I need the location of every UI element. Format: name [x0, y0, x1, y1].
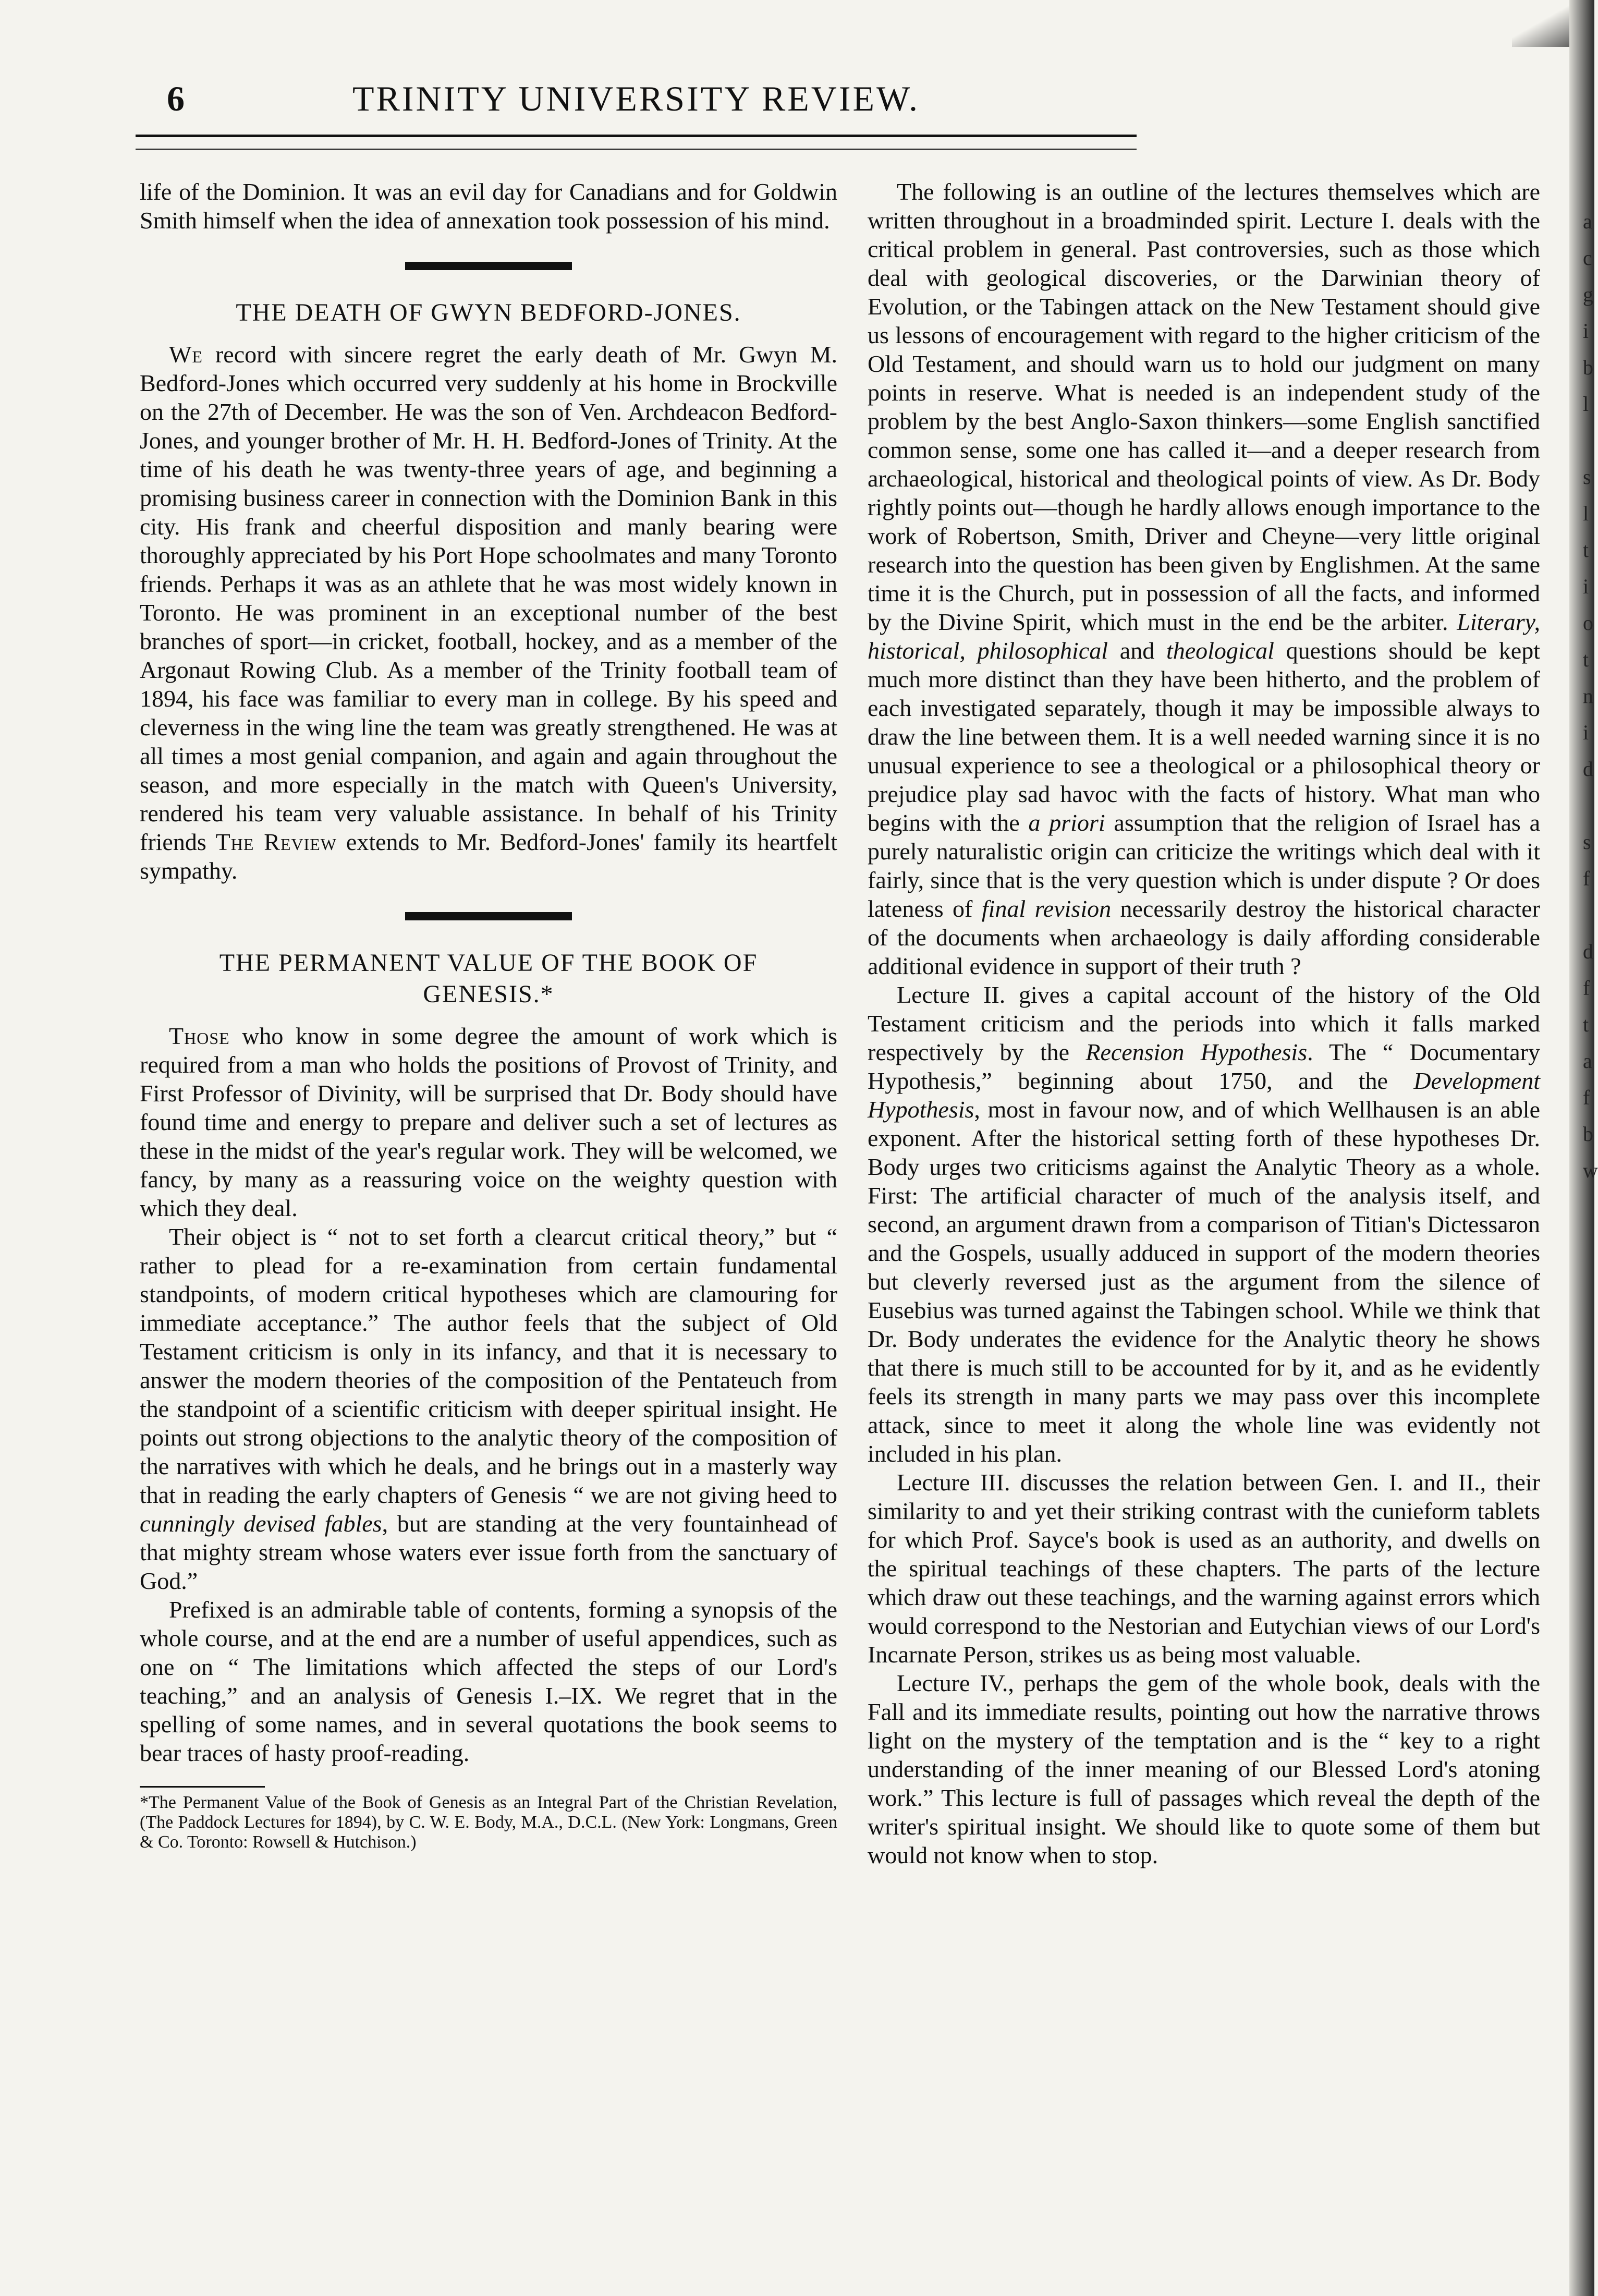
footnote: *The Permanent Value of the Book of Genesis as an Integral Part of the Christian Revelation, (The Paddock Lectures for 1894), by C. W. E. Body, M.A., D.C.L. (New York: Longmans, Green & Co. Toronto: Rowsell & Hutchison.) [140, 1793, 837, 1852]
italic-recension: Recension Hypothesis [1085, 1039, 1308, 1065]
lecture-4-paragraph: Lecture IV., perhaps the gem of the whole book, deals with the Fall and its immediate results, pointing out how the narrative throws light on the mystery of the temptation and is the “ key to a right understanding of the inner meaning of our Blessed Lord's atoning work.” This lecture is full of passages which reveal the depth of the writer's spiritual insight. We should like to quote some of them but would not know when to stop. [868, 1670, 1540, 1868]
margin-letter: g [1583, 283, 1593, 306]
margin-letter: s [1583, 830, 1591, 854]
margin-letter: f [1583, 1086, 1590, 1109]
genesis-paragraph-2 [140, 1222, 837, 1595]
genesis-para-2-text: Their object is “ not to set forth a clearcut critical theory,” but “ rather to plead for a re-examination from certain fundamental standpoints, of modern critical hypotheses which are clamouring for immediate acceptance.” The author feels that the subject of Old Testament criticism is only in its infancy, and that it is necessary to answer the modern theories of the composition of the Pentateuch from the standpoint of a scientific criticism with deeper spiritual insight. He points out strong objections to the analytic theory of the composition of the narratives with which he deals, and he brings out in a masterly way that in reading the early chapters of Genesis “ we are not giving heed to [140, 1223, 837, 1508]
death-lead-word: We [169, 341, 203, 368]
margin-letter: a [1583, 1049, 1592, 1073]
italic-development: Development Hypothesis [868, 1067, 1540, 1123]
genesis-article-heading [140, 947, 837, 1010]
margin-letter: l [1583, 502, 1589, 525]
genesis-lead-word: Those [169, 1023, 230, 1049]
margin-letter: t [1583, 648, 1589, 671]
genesis-para-2-italic: cunningly devised fables [140, 1510, 382, 1537]
right-column [868, 177, 1540, 1869]
margin-letter: a [1583, 210, 1592, 233]
margin-letter [1583, 422, 1593, 459]
page-number: 6 [167, 79, 185, 118]
running-title: TRINITY UNIVERSITY REVIEW. [352, 79, 920, 118]
italic-final-revision: final revision [981, 895, 1112, 922]
section-divider [405, 912, 572, 920]
left-column [140, 177, 837, 1852]
header-rule [136, 135, 1137, 150]
lecture-2-text-c: , most in favour now, and of which Wellhausen is an able exponent. After the historical setting forth of these hypotheses Dr. Body urges two criticisms against the Analytic Theory as a whole. First: The artificial character of much of the analysis itself, and second, an argument drawn from a comparison of Titian's Dictessaron and the Gospels, usually adduced in support of the modern theories but cleverly reversed just as the argument from the silence of Eusebius was turned against the Tabingen school. While we think that Dr. Body underates the evidence for the Analytic theory he shows that there is much still to be accounted for by it, and as he evidently feels its strength in many parts we may pass over this incomplete attack, since to meet it along the whole line was evidently not included in his plan. [868, 1096, 1540, 1467]
italic-theological: theological [1166, 637, 1274, 664]
margin-letter: b [1583, 1122, 1593, 1146]
italic-literary: Literary, historical, philosophical [868, 609, 1540, 664]
margin-letter: f [1583, 867, 1590, 890]
margin-letter [1583, 787, 1593, 824]
death-body-1: record with sincere regret the early death of Mr. Gwyn M. Bedford-Jones which occurred very suddenly at his home in Brockville on the 27th of December. He was the son of Ven. Archdeacon Bedford-Jones, and younger brother of Mr. H. H. Bedford-Jones of Trinity. At the time of his death he was twenty-three years of age, and beginning a promising business career in connection with the Dominion Bank in this city. His frank and cheerful disposition and manly bearing were thoroughly appreciated by his Port Hope schoolmates and many Toronto friends. Perhaps it was as an athlete that he was most widely known in Toronto. He was prominent in an exceptional number of the best branches of sport—in cricket, football, hockey, and as a member of the Argonaut Rowing Club. As a member of the Trinity football team of 1894, his face was familiar to every man in college. By his speed and cleverness in the wing line the team was greatly strengthened. He was at all times a most genial companion, and again and again throughout the season, and more especially in the match with Queen's University, rendered his team very valuable assistance. In behalf of his Trinity friends [140, 341, 837, 855]
genesis-heading-line-2: GENESIS.* [423, 980, 554, 1008]
margin-letter: f [1583, 976, 1590, 1000]
italic-a-priori: a priori [1028, 809, 1105, 836]
lecture-1-text-a: The following is an outline of the lectures themselves which are written throughout in a broadminded spirit. Lecture I. deals with the critical problem in general. Past controversies, such as those which deal with geological discoveries, or the Darwinian theory of Evolution, or the Tabingen attack on the New Testament should give us lessons of encouragement with regard to the higher criticism of the Old Testament, and should warn us to hold our judgment on many points in reserve. What is needed is an independent study of the problem by the best Anglo-Saxon thinkers—some English sanctified common sense, some one has called it—and a deeper research from archaeological, historical and theological points of view. As Dr. Body rightly points out—though he hardly allows enough importance to the work of Robertson, Smith, Driver and Cheyne—very little original research into the question has been given by Englishmen. At the same time it is the Church, put in possession of all the facts, and informed by the Divine Spirit, which must in the end be the arbiter. [868, 178, 1540, 635]
review-word: The Review [215, 829, 337, 855]
margin-letter: i [1583, 319, 1589, 343]
and-text: and [1108, 637, 1166, 664]
lecture-3-paragraph: Lecture III. discusses the relation between Gen. I. and II., their similarity to and yet their striking contrast with the cunieform tablets for which Prof. Sayce's book is used as an authority, and dwells on the spiritual teachings of these chapters. The parts of the lecture which draw out these teachings, and the warning against errors which would correspond to the Nestorian and Eutychian views of our Lord's Incarnate Person, strikes us as being most valuable. [868, 1469, 1540, 1668]
death-article-body [140, 340, 837, 885]
margin-letter: d [1583, 940, 1593, 963]
lecture-1-text-d: necessarily destroy the historical character of the documents when archaeology is daily affording considerable additional evidence in support of their truth ? [868, 895, 1540, 979]
lecture-2-text-a: Lecture II. gives a capital account of the history of the Old Testament criticism and the periods into which it falls marked respectively by the [868, 981, 1540, 1065]
lecture-2-text-b: . The “ Documentary Hypothesis,” beginning about 1750, and the [868, 1039, 1541, 1094]
lecture-2-paragraph [868, 980, 1540, 1468]
margin-letter: d [1583, 757, 1593, 781]
margin-letter: s [1583, 465, 1591, 489]
genesis-para-2-end: , but are standing at the very fountainhead of that mighty stream whose waters ever issue forth from the sanctuary of God.” [140, 1510, 837, 1594]
genesis-para-1-text: who know in some degree the amount of work which is required from a man who holds the positions of Provost of Trinity, and First Professor of Divinity, will be surprised that Dr. Body should have found time and energy to prepare and deliver such a set of lectures as these in the midst of the year's regular work. They will be welcomed, we fancy, by many as a reassuring voice on the weighty question with which they deal. [140, 1023, 837, 1221]
genesis-paragraph-1 [140, 1022, 837, 1222]
margin-letter [1583, 897, 1593, 933]
intro-paragraph: life of the Dominion. It was an evil day for Canadians and for Goldwin Smith himself when the idea of annexation took possession of his mind. [140, 178, 837, 234]
margin-letter: i [1583, 575, 1589, 598]
death-body-2: extends to Mr. Bedford-Jones' family its heartfelt sympathy. [140, 829, 837, 884]
margin-letter: i [1583, 721, 1589, 744]
margin-letter: n [1583, 684, 1593, 708]
page-header [136, 78, 1137, 125]
genesis-heading-line-1: THE PERMANENT VALUE OF THE BOOK OF [219, 949, 758, 977]
death-article-heading: THE DEATH OF GWYN BEDFORD-JONES. [236, 299, 741, 326]
adjacent-page-fragment [1583, 203, 1598, 1189]
margin-letter: l [1583, 392, 1589, 416]
margin-letter: c [1583, 246, 1592, 270]
section-divider [405, 262, 572, 270]
lecture-1-text-b: questions should be kept much more distinct than they have been hitherto, and the problem of each investigated separately, though it may be impossible always to draw the line between them. It is a well needed warning since it is no unusual experience to see a theological or a philosophical theory or prejudice play sad havoc with the facts of history. What man who begins with the [868, 637, 1540, 836]
margin-letter: o [1583, 611, 1593, 635]
margin-letter: t [1583, 1013, 1589, 1036]
margin-letter: t [1583, 538, 1589, 562]
margin-letter: w [1583, 1159, 1598, 1182]
genesis-paragraph-3: Prefixed is an admirable table of contents, forming a synopsis of the whole course, and at the end are a number of useful appendices, such as one on “ The limitations which affected the steps of our Lord's teaching,” and an analysis of Genesis I.–IX. We regret that in the spelling of some names, and in several quotations the book seems to bear traces of hasty proof-reading. [140, 1596, 837, 1766]
margin-letter: b [1583, 356, 1593, 379]
footnote-rule [140, 1786, 265, 1788]
lecture-1-paragraph [868, 177, 1540, 980]
lecture-1-text-c: assumption that the religion of Israel has a purely naturalistic origin can criticize the writings which deal with it fairly, since that is the very question which is under dispute ? Or does lateness of [868, 809, 1540, 922]
